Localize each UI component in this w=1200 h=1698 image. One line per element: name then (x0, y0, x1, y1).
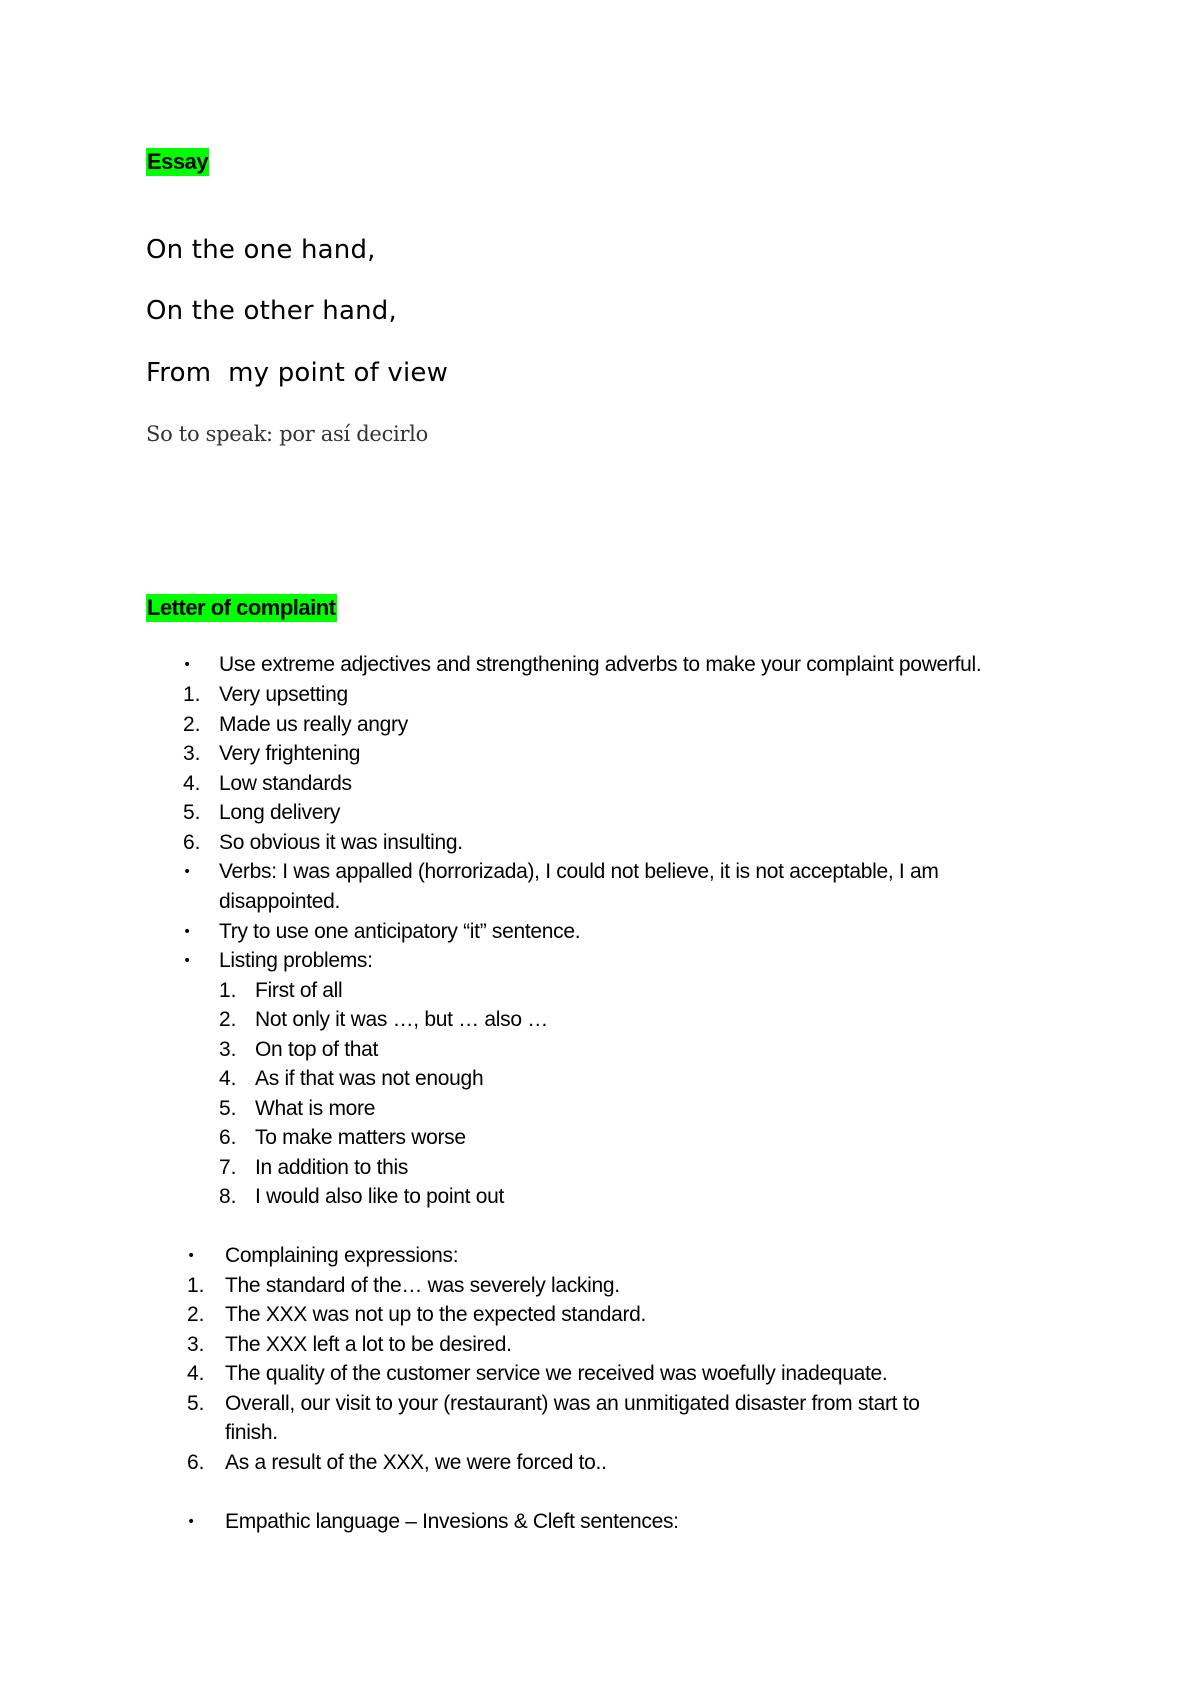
list-number: 1. (183, 683, 201, 706)
list-number: 6. (183, 831, 201, 854)
list-item: Very upsetting (219, 683, 348, 706)
list-item: On top of that (255, 1038, 379, 1061)
list-item: So obvious it was insulting. (219, 831, 463, 854)
list-number: 5. (183, 801, 201, 824)
list-number: 3. (187, 1333, 205, 1356)
bullet-marker: • (183, 924, 192, 940)
bullet-marker: • (187, 1248, 196, 1264)
list-number: 8. (219, 1185, 237, 1208)
list-item: Very frightening (219, 742, 361, 765)
essay-note: So to speak: por así decirlo (146, 422, 428, 446)
list-number: 7. (219, 1156, 237, 1179)
list-item: Low standards (219, 772, 352, 795)
essay-phrase: On the one hand, (146, 235, 376, 265)
essay-phrase: From my point of view (146, 358, 449, 388)
list-item: Complaining expressions: (225, 1244, 459, 1267)
list-item: Listing problems: (219, 949, 373, 972)
essay-heading: Essay (147, 149, 209, 174)
list-item: Empathic language – Invesions & Cleft sentences: (225, 1510, 679, 1533)
list-item-continuation: disappointed. (219, 890, 341, 913)
bullet-marker: • (183, 864, 192, 880)
list-item: As if that was not enough (255, 1067, 484, 1090)
list-item-continuation: finish. (225, 1421, 278, 1444)
list-item: The standard of the… was severely lacking. (225, 1274, 620, 1297)
bullet-marker: • (183, 953, 192, 969)
list-item: I would also like to point out (255, 1185, 504, 1208)
list-item: Try to use one anticipatory “it” sentence. (219, 920, 581, 943)
list-number: 4. (187, 1362, 205, 1385)
list-number: 2. (183, 713, 201, 736)
complaint-heading: Letter of complaint (147, 595, 336, 620)
bullet-marker: • (183, 657, 192, 673)
list-item: Long delivery (219, 801, 341, 824)
list-number: 6. (219, 1126, 237, 1149)
list-item: First of all (255, 979, 343, 1002)
list-item: The quality of the customer service we received was woefully inadequate. (225, 1362, 888, 1385)
list-number: 6. (187, 1451, 205, 1474)
list-number: 5. (187, 1392, 205, 1415)
list-number: 3. (183, 742, 201, 765)
list-number: 2. (219, 1008, 237, 1031)
list-number: 2. (187, 1303, 205, 1326)
list-number: 5. (219, 1097, 237, 1120)
list-number: 4. (183, 772, 201, 795)
list-item: To make matters worse (255, 1126, 466, 1149)
list-number: 1. (187, 1274, 205, 1297)
list-number: 4. (219, 1067, 237, 1090)
list-number: 3. (219, 1038, 237, 1061)
list-item: Made us really angry (219, 713, 408, 736)
list-item: Verbs: I was appalled (horrorizada), I could not believe, it is not acceptable, I am (219, 860, 939, 883)
list-item: Not only it was …, but … also … (255, 1008, 548, 1031)
list-item: Use extreme adjectives and strengthening adverbs to make your complaint powerful. (219, 653, 982, 676)
list-item: What is more (255, 1097, 376, 1120)
list-item: The XXX was not up to the expected standard. (225, 1303, 647, 1326)
list-number: 1. (219, 979, 237, 1002)
list-item: As a result of the XXX, we were forced to.. (225, 1451, 607, 1474)
list-item: In addition to this (255, 1156, 409, 1179)
bullet-marker: • (187, 1514, 196, 1530)
essay-phrase: On the other hand, (146, 296, 397, 326)
list-item: The XXX left a lot to be desired. (225, 1333, 512, 1356)
list-item: Overall, our visit to your (restaurant) was an unmitigated disaster from start to (225, 1392, 920, 1415)
